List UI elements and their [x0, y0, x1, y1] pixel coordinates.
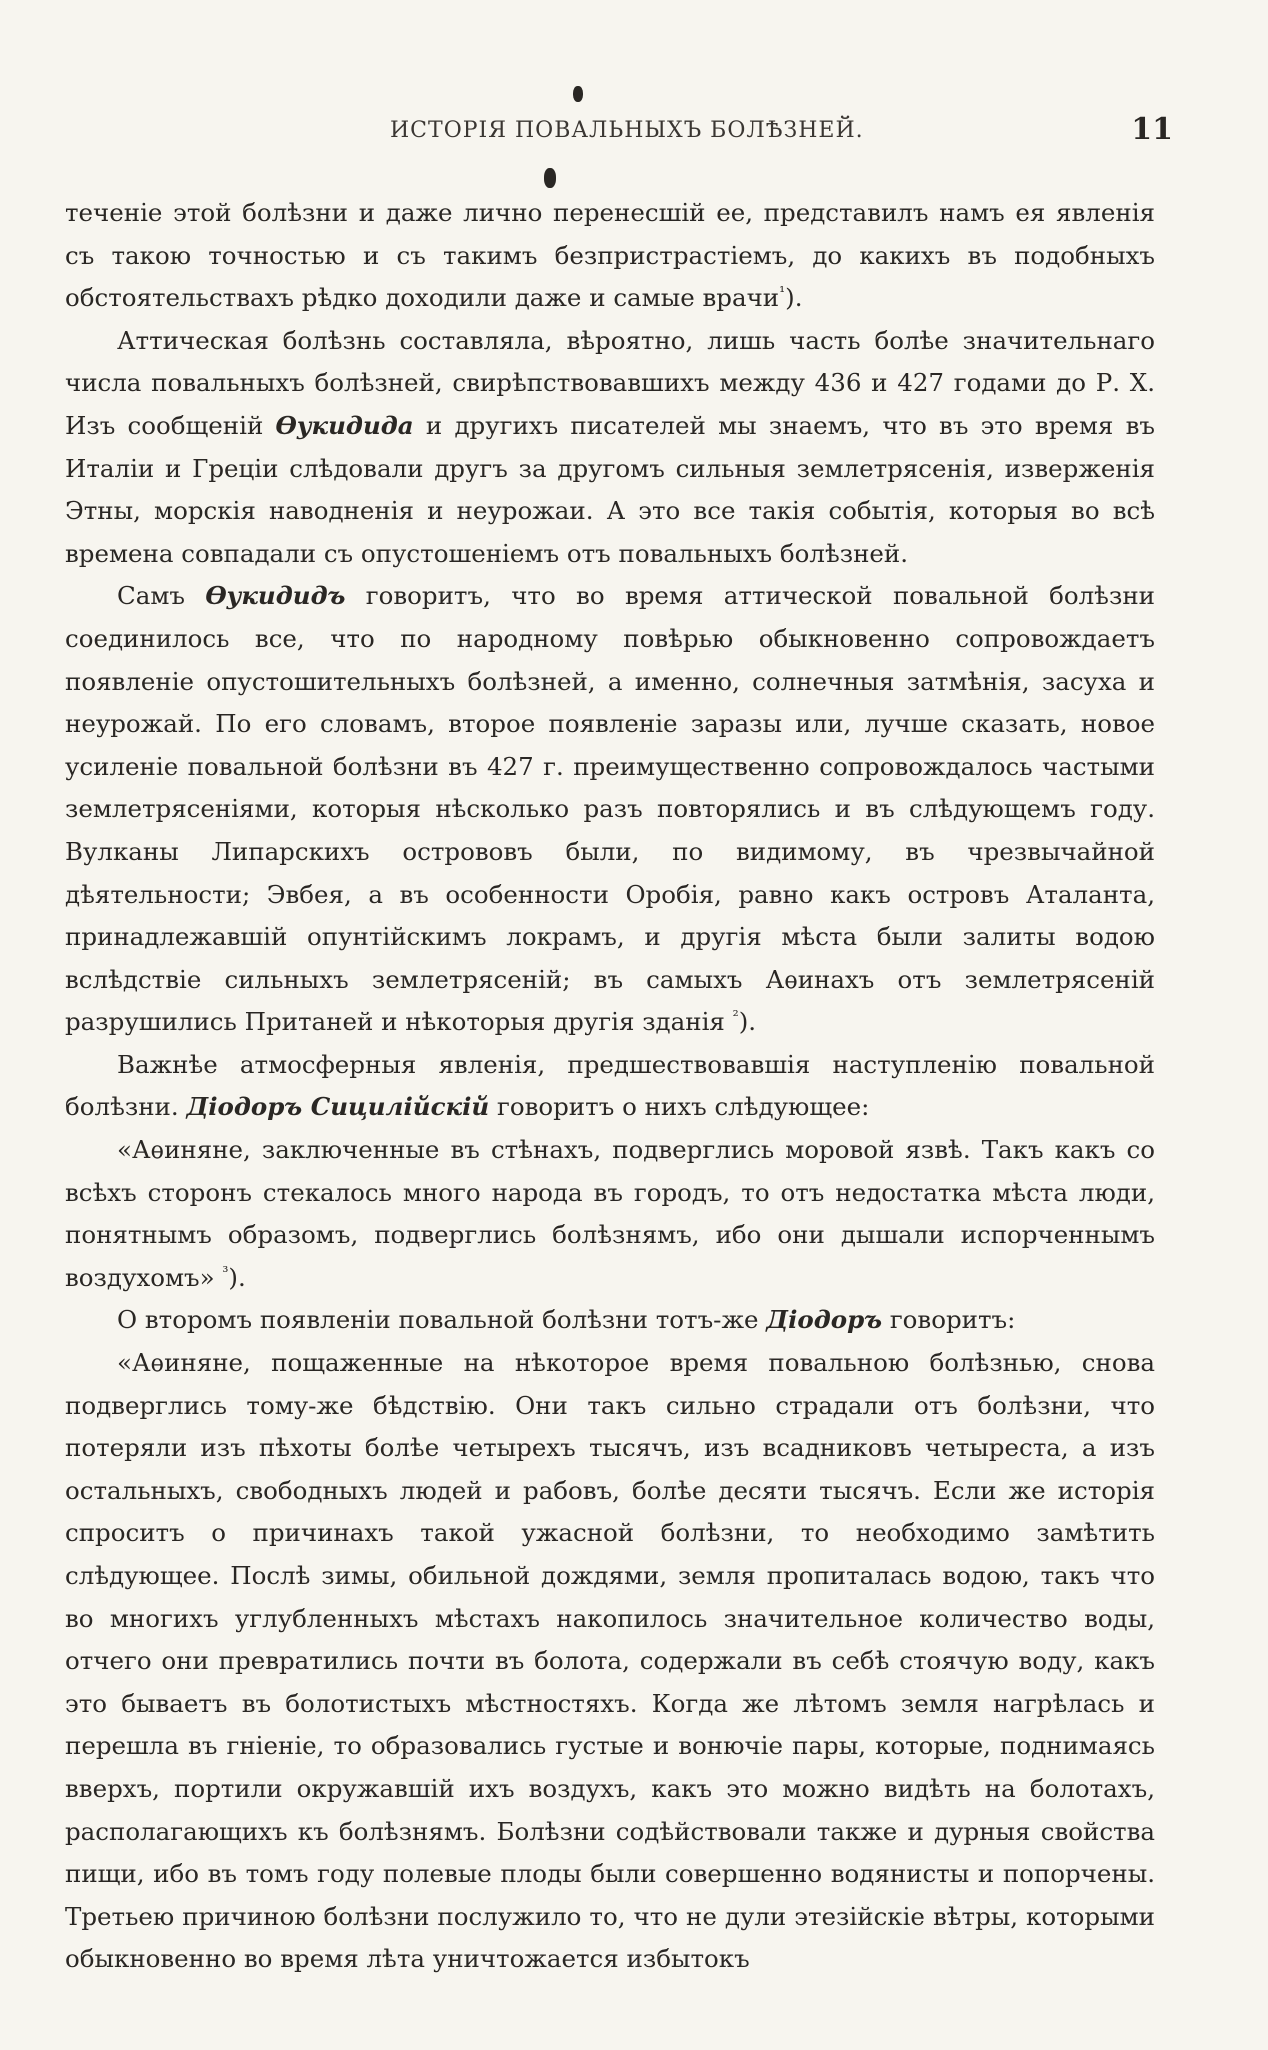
body-text: [65, 192, 1155, 1981]
paragraph: [65, 192, 1155, 320]
text-run: ).: [738, 1007, 757, 1037]
text-run: ).: [785, 283, 803, 313]
paragraph: [65, 575, 1155, 1044]
text-run: говоритъ о нихъ слѣдующее:: [489, 1092, 870, 1122]
paragraph: [65, 1299, 1155, 1342]
page-number: 11: [1131, 112, 1173, 147]
text-run: «Аѳиняне, заключенные въ стѣнахъ, подверглись моровой язвѣ. Такъ какъ со всѣхъ сторонъ стекалось много народа въ городъ, то отъ недостатка мѣста люди, понятнымъ образомъ, подверглись болѣзнямъ, ибо они дышали испорченнымъ воздухомъ»: [65, 1135, 1155, 1292]
author-name: Діодоръ Сицилійскій: [186, 1092, 490, 1122]
text-run: и другихъ писателей мы знаемъ, что въ это время въ Италіи и Греціи слѣдовали другъ за другомъ сильныя землетрясенія, изверженія Этны, морскія наводненія и неурожаи. А это все такія событія, которыя во всѣ времена совпадали съ опустошеніемъ отъ повальныхъ болѣзней.: [65, 410, 1155, 568]
footnote-reference: ²: [732, 1007, 739, 1026]
paragraph: [65, 1044, 1155, 1129]
text-run: Самъ: [117, 581, 206, 611]
paragraph: [65, 320, 1155, 576]
author-name: Ѳукидидъ: [205, 581, 346, 611]
text-run: О второмъ появленіи повальной болѣзни тотъ-же: [117, 1305, 767, 1335]
text-run: говоритъ:: [882, 1305, 1016, 1335]
printer-ornament: [573, 86, 583, 102]
running-head: ИСТОРІЯ ПОВАЛЬНЫХЪ БОЛѢЗНЕЙ.: [390, 118, 864, 143]
text-run: Важнѣе атмосферныя явленія, предшествовавшія наступленію повальной болѣзни.: [65, 1049, 1155, 1122]
paragraph: [65, 1342, 1155, 1981]
footnote-reference: ³: [222, 1262, 229, 1281]
printer-ornament: [544, 168, 556, 188]
footnote-reference: ¹: [779, 283, 786, 302]
text-run: ).: [228, 1262, 246, 1292]
text-run: Аттическая болѣзнь составляла, вѣроятно, лишь часть болѣе значительнаго числа повальныхъ болѣзней, свирѣпствовавшихъ между 436 и 427 годами до Р. Х. Изъ сообщеній: [65, 325, 1155, 440]
author-name: Діодоръ: [766, 1305, 883, 1335]
author-name: Ѳукидида: [275, 410, 414, 440]
text-run: «Аѳиняне, пощаженные на нѣкоторое время повальною болѣзнью, снова подверглись тому-же бѣдствію. Они такъ сильно страдали отъ болѣзни, что потеряли изъ пѣхоты болѣе четырехъ тысячъ, изъ всадниковъ четыреста, а изъ остальныхъ, свободныхъ людей и рабовъ, болѣе десяти тысячъ. Если же исторія спроситъ о причинахъ такой ужасной болѣзни, то необходимо замѣтить слѣдующее. Послѣ зимы, обильной дождями, земля пропиталась водою, такъ что во многихъ углубленныхъ мѣстахъ накопилось значительное количество воды, отчего они превратились почти въ болота, содержали въ себѣ стоячую воду, какъ это бываетъ въ болотистыхъ мѣстностяхъ. Когда же лѣтомъ земля нагрѣлась и перешла въ гніеніе, то образовались густые и вонючіе пары, которые, поднимаясь вверхъ, портили окружавшій ихъ воздухъ, какъ это можно видѣть на болотахъ, располагающихъ къ болѣзнямъ. Болѣзни содѣйствовали также и дурныя свойства пищи, ибо въ томъ году полевые плоды были совершенно водянисты и попорчены. Третьею причиною болѣзни послужило то, что не дули этезійскіе вѣтры, которыми обыкновенно во время лѣта уничтожается избытокъ: [65, 1348, 1155, 1974]
page-header: [0, 112, 1268, 152]
text-run: теченіе этой болѣзни и даже лично перенесшій ее, представилъ намъ ея явленія съ такою точностью и съ такимъ безпристрастіемъ, до какихъ въ подобныхъ обстоятельствахъ рѣдко доходили даже и самые врачи: [65, 198, 1155, 313]
paragraph: [65, 1129, 1155, 1299]
text-run: говоритъ, что во время аттической повальной болѣзни соединилось все, что по народному повѣрью обыкновенно сопровождаетъ появленіе опустошительныхъ болѣзней, а именно, солнечныя затмѣнія, засуха и неурожай. По его словамъ, второе появленіе заразы или, лучше сказать, новое усиленіе повальной болѣзни въ 427 г. преимущественно сопровождалось частыми землетрясеніями, которыя нѣсколько разъ повторялись и въ слѣдующемъ году. Вулканы Липарскихъ острововъ были, по видимому, въ чрезвычайной дѣятельности; Эвбея, а въ особенности Оробія, равно какъ островъ Аталанта, принадлежавшій опунтійскимъ локрамъ, и другія мѣста были залиты водою вслѣдствіе сильныхъ землетрясеній; въ самыхъ Аѳинахъ отъ землетрясеній разрушились Пританей и нѣкоторыя другія зданія: [65, 581, 1155, 1037]
